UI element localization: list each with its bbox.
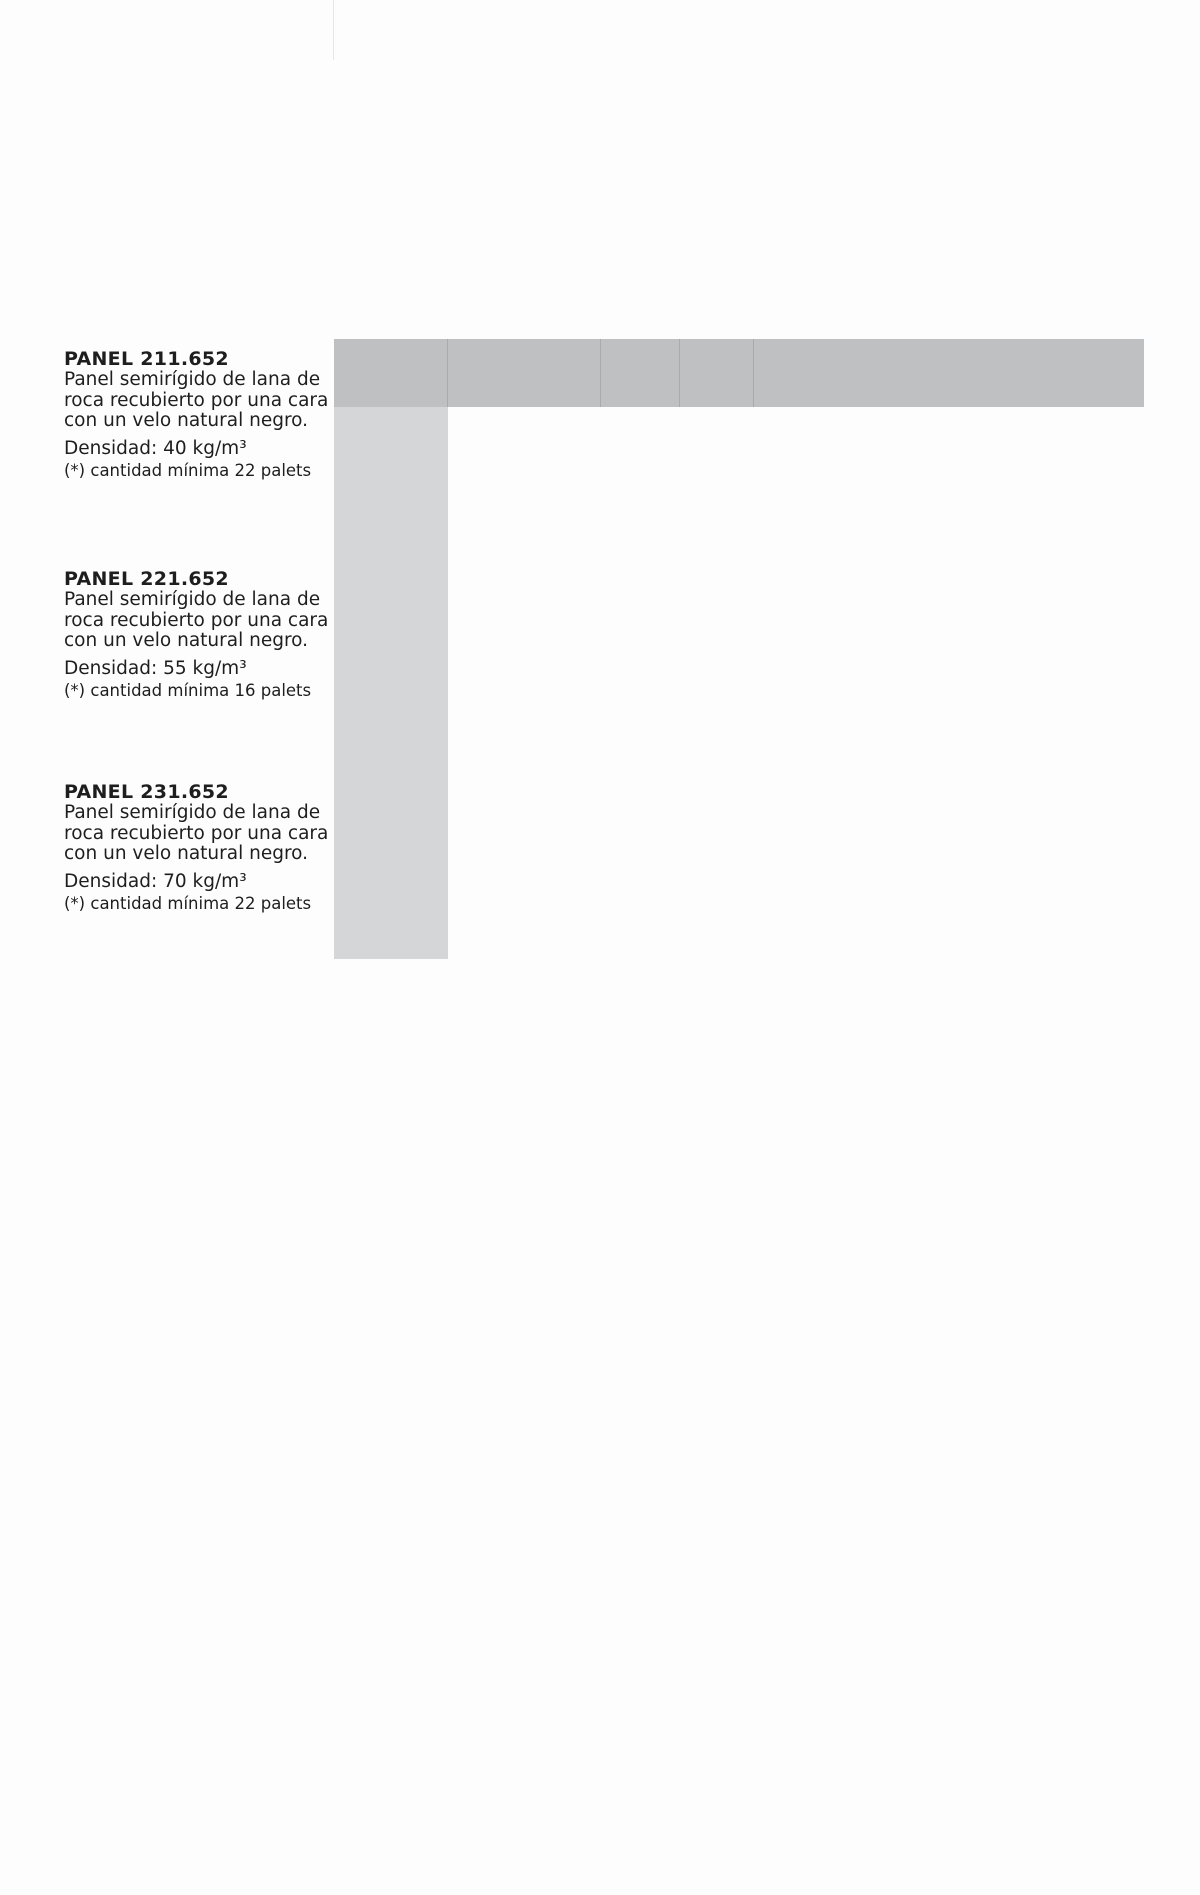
product-block-211652	[64, 348, 332, 481]
table-first-column	[334, 407, 448, 959]
table-header-cell	[448, 339, 601, 407]
product-density: Densidad: 55 kg/m³	[64, 657, 247, 679]
table-header-cell	[680, 339, 754, 407]
product-density: Densidad: 40 kg/m³	[64, 437, 247, 459]
product-note: (*) cantidad mínima 22 palets	[64, 893, 312, 913]
table-header-cell	[334, 339, 448, 407]
product-code: PANEL 231.652	[64, 781, 229, 803]
table-header-row	[334, 339, 1144, 407]
product-description: Panel semirígido de lana de roca recubierto por una cara con un velo natural negro.	[64, 589, 329, 651]
top-divider-line	[333, 0, 334, 60]
product-description: Panel semirígido de lana de roca recubierto por una cara con un velo natural negro.	[64, 802, 329, 864]
product-table	[334, 339, 1144, 959]
product-note: (*) cantidad mínima 16 palets	[64, 680, 312, 700]
product-note: (*) cantidad mínima 22 palets	[64, 460, 312, 480]
product-block-221652	[64, 568, 332, 701]
product-block-231652	[64, 781, 332, 914]
product-description: Panel semirígido de lana de roca recubierto por una cara con un velo natural negro.	[64, 369, 329, 431]
table-header-cell	[601, 339, 680, 407]
product-code: PANEL 221.652	[64, 568, 229, 590]
product-density: Densidad: 70 kg/m³	[64, 870, 247, 892]
product-code: PANEL 211.652	[64, 348, 229, 370]
